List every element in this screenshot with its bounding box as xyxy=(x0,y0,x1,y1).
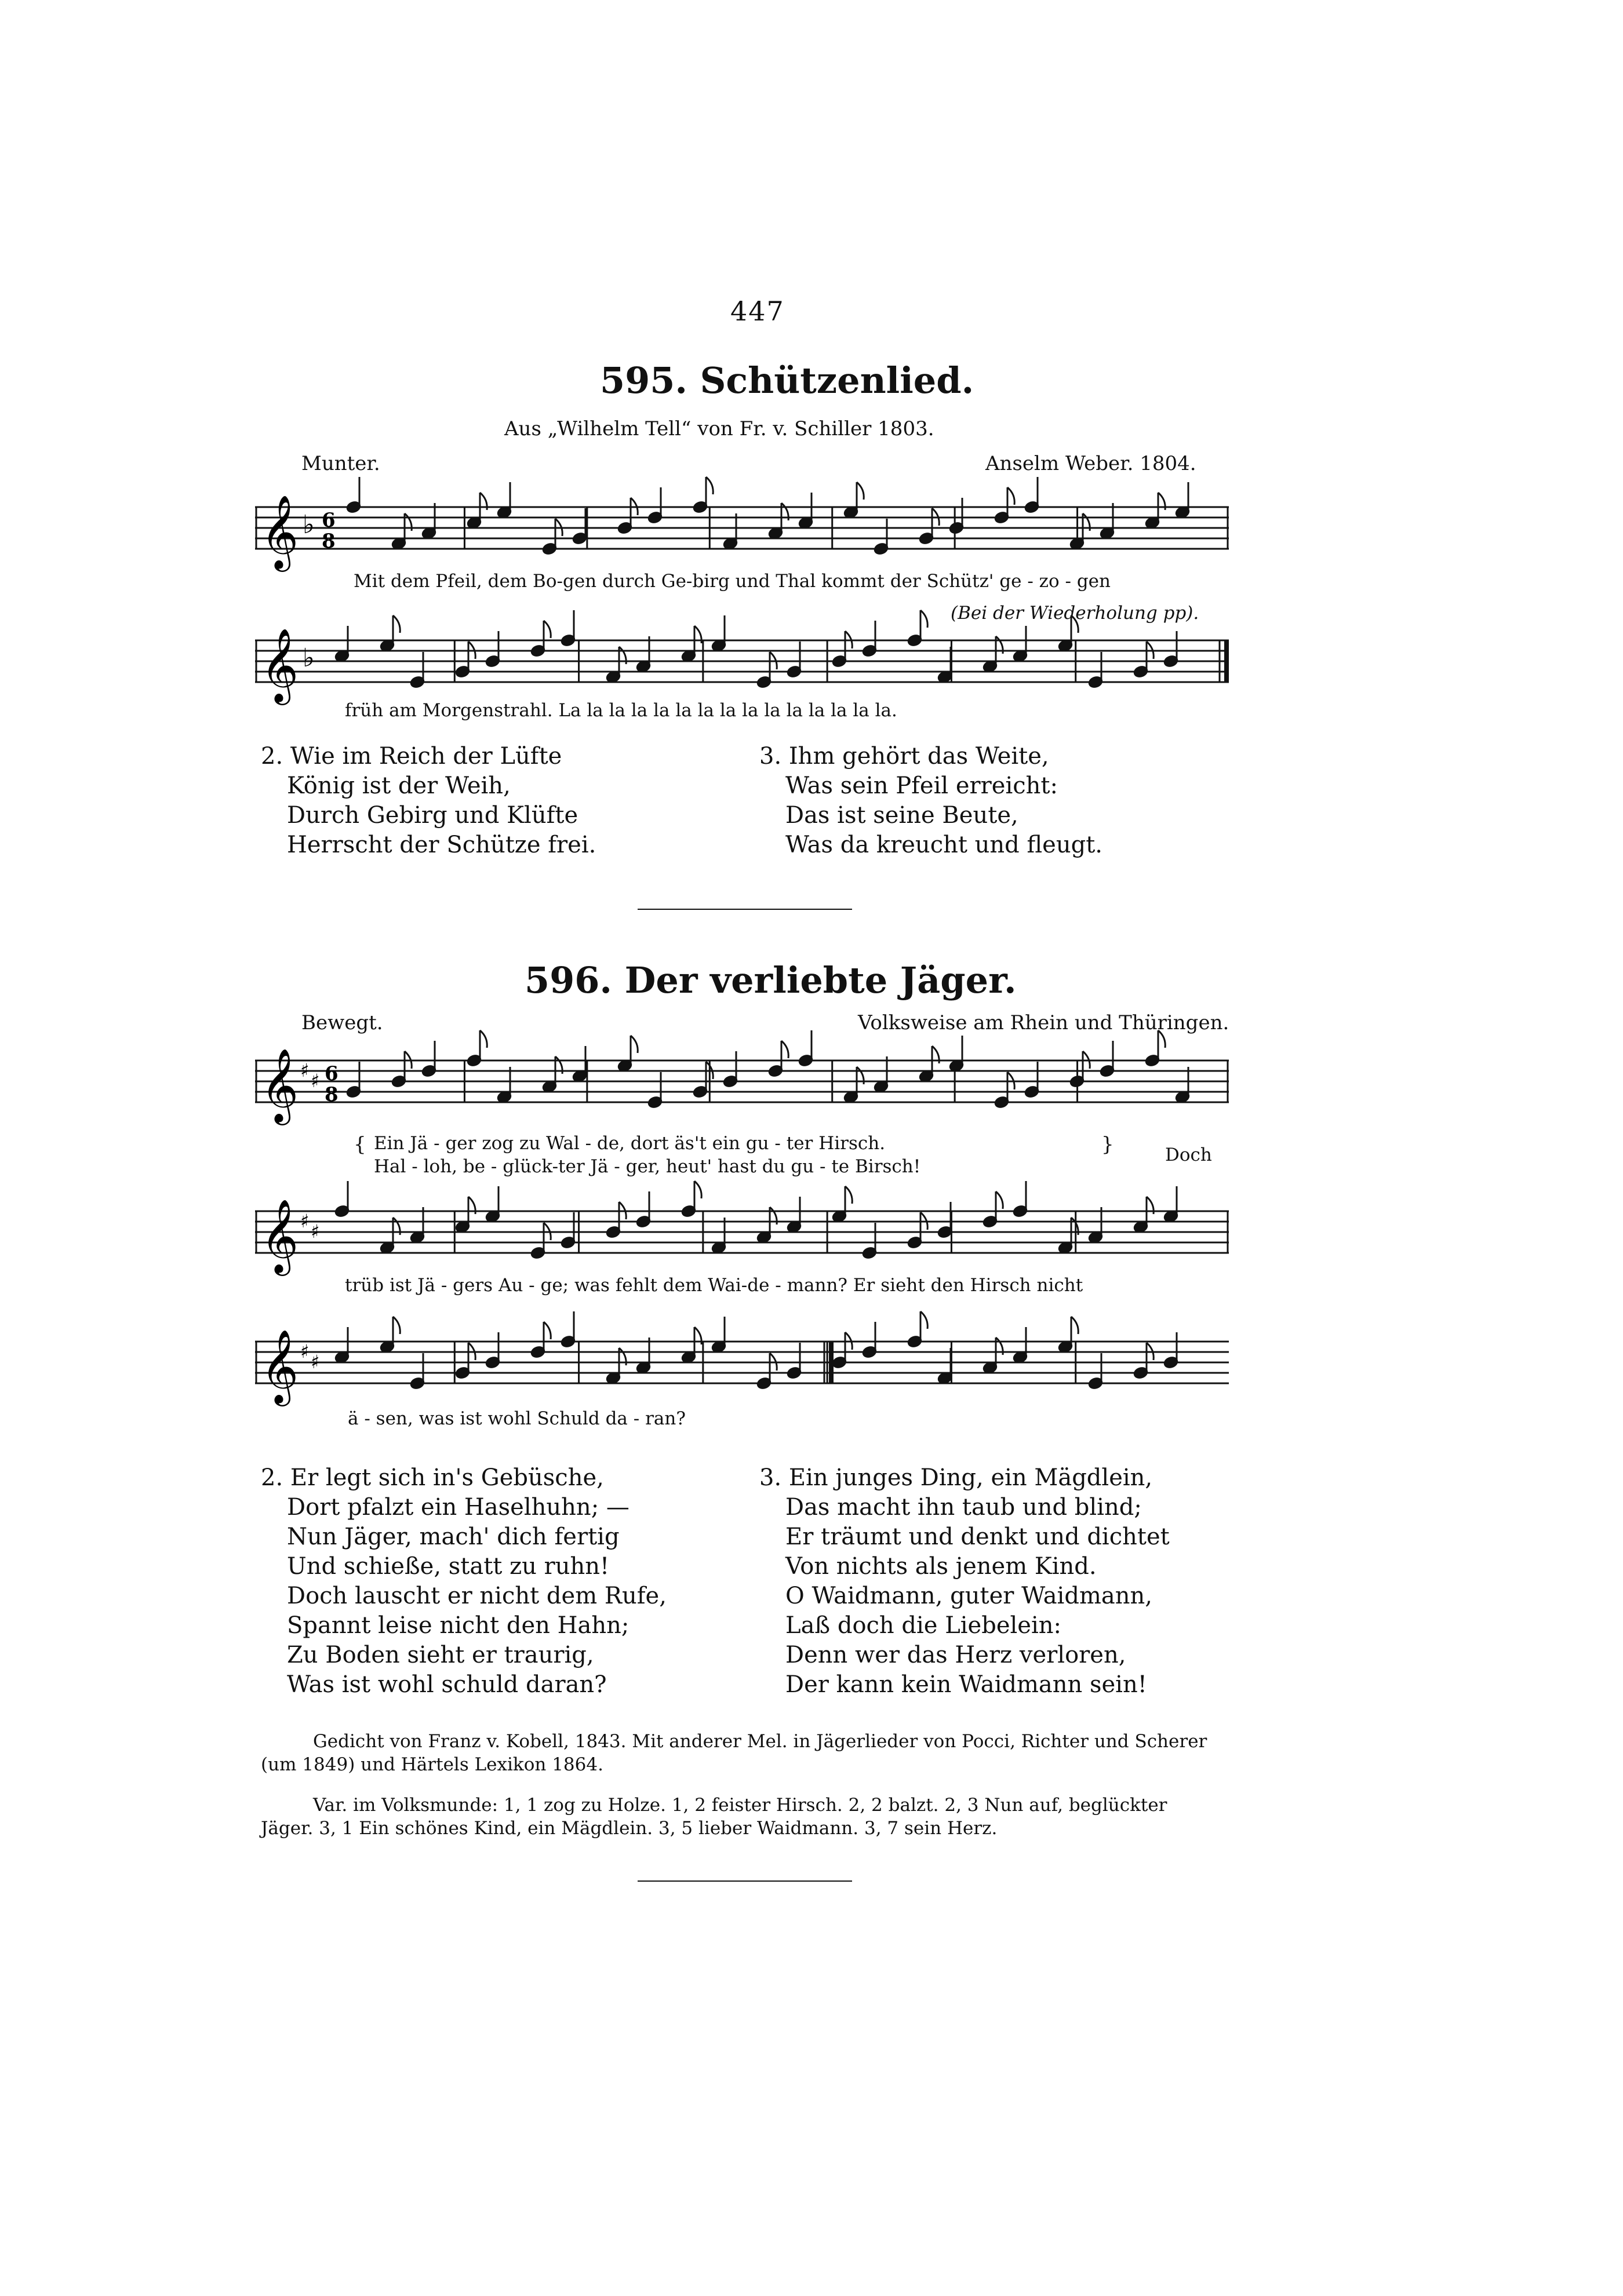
verse-line: Nun Jäger, mach' dich fertig xyxy=(287,1524,620,1550)
sharp-icon: ♯ xyxy=(311,1351,320,1373)
note-flag xyxy=(480,1030,487,1048)
composer: Anselm Weber. 1804. xyxy=(985,452,1196,475)
note-flag xyxy=(1007,487,1014,505)
note-flag xyxy=(393,615,400,633)
verse-line: 3. Ein junges Ding, ein Mägdlein, xyxy=(759,1464,1153,1491)
divider xyxy=(638,909,852,910)
song-title: Schützenlied. xyxy=(700,359,974,402)
verse-3 xyxy=(759,742,1102,860)
time-signature-bottom: 8 xyxy=(322,530,336,553)
verse-line: Was da kreucht und fleugt. xyxy=(785,832,1102,858)
verse-line: 2. Wie im Reich der Lüfte xyxy=(261,743,562,770)
verse-line: Denn wer das Herz verloren, xyxy=(785,1642,1126,1668)
flat-icon: ♭ xyxy=(303,510,315,540)
lyrics-line: Ein Jä - ger zog zu Wal - de, dort äs't ein gu - ter Hirsch. xyxy=(374,1133,886,1154)
verse-line: Er träumt und denkt und dichtet xyxy=(785,1524,1170,1550)
note-flag xyxy=(1071,1317,1078,1334)
note-flag xyxy=(393,1317,400,1334)
treble-clef-icon: 𝄞 xyxy=(261,628,299,702)
verse-line: Herrscht der Schütze frei. xyxy=(287,832,596,858)
verse-line: 3. Ihm gehört das Weite, xyxy=(759,743,1049,770)
treble-clef-icon: 𝄞 xyxy=(261,494,299,568)
note-flag xyxy=(857,482,864,500)
verse-2 xyxy=(261,742,596,860)
song-title: Der verliebte Jäger. xyxy=(624,959,1017,1001)
tempo-marking: Bewegt. xyxy=(301,1011,383,1034)
note-flag xyxy=(845,1186,852,1204)
song-number: 595. xyxy=(600,359,688,402)
treble-clef-icon: 𝄞 xyxy=(261,1329,299,1403)
song-596-heading xyxy=(525,959,1017,1001)
music-staff xyxy=(255,490,1229,577)
repeat-note: (Bei der Wiederholung pp). xyxy=(951,603,1199,624)
verse-line: 2. Er legt sich in's Gebüsche, xyxy=(261,1464,604,1491)
note-flag xyxy=(544,1322,551,1339)
note-flag xyxy=(631,1036,638,1053)
tempo-marking: Munter. xyxy=(301,452,380,475)
sharp-icon: ♯ xyxy=(300,1210,310,1232)
treble-clef-icon: 𝄞 xyxy=(261,1198,299,1273)
song-source: Volksweise am Rhein und Thüringen. xyxy=(858,1011,1229,1034)
sharp-icon: ♯ xyxy=(300,1340,310,1362)
note-flag xyxy=(920,610,927,628)
lyrics-line: Mit dem Pfeil, dem Bo-gen durch Ge-birg und Thal kommt der Schütz' ge - zo - gen xyxy=(354,571,1111,592)
flat-icon: ♭ xyxy=(303,643,315,673)
music-staff xyxy=(255,623,1229,710)
verse-line: Von nichts als jenem Kind. xyxy=(785,1553,1097,1580)
music-staff xyxy=(255,1194,1229,1281)
note-flag xyxy=(996,1191,1003,1209)
verse-line: Das macht ihn taub und blind; xyxy=(785,1494,1142,1521)
verse-line: Der kann kein Waidmann sein! xyxy=(785,1671,1147,1698)
verse-line: Und schieße, statt zu ruhn! xyxy=(287,1553,610,1580)
verse-line: Das ist seine Beute, xyxy=(785,802,1018,829)
lyrics-brace: { xyxy=(354,1133,366,1156)
verse-line: Doch lauscht er nicht dem Rufe, xyxy=(287,1583,667,1609)
verse-line: O Waidmann, guter Waidmann, xyxy=(785,1583,1152,1609)
verse-3 xyxy=(759,1463,1170,1700)
lyrics-line: ä - sen, was ist wohl Schuld da - ran? xyxy=(348,1408,686,1429)
page-number: 447 xyxy=(730,296,785,327)
verse-line: König ist der Weih, xyxy=(287,772,511,799)
verse-line: Laß doch die Liebelein: xyxy=(785,1612,1061,1639)
song-595-heading xyxy=(600,359,974,402)
music-staff xyxy=(255,1043,1229,1130)
verse-line: Dort pfalzt ein Haselhuhn; — xyxy=(287,1494,629,1521)
lyrics-line: Hal - loh, be - glück-ter Jä - ger, heut' hast du gu - te Birsch! xyxy=(374,1156,921,1177)
song-number: 596. xyxy=(525,959,613,1001)
treble-clef-icon: 𝄞 xyxy=(261,1048,299,1122)
lyrics-line: Doch xyxy=(1165,1145,1212,1165)
footnote: Var. im Volksmunde: 1, 1 zog zu Holze. 1, 2 feister Hirsch. 2, 2 balzt. 2, 3 Nun auf, beglückter Jäger. 3, 1 Ein schönes Kind, ein Mägdlein. 3, 5 lieber Waidmann. 3, 7 sein Herz. xyxy=(261,1795,1167,1839)
note-flag xyxy=(544,621,551,638)
verse-line: Durch Gebirg und Klüfte xyxy=(287,802,578,829)
lyrics-line: früh am Morgenstrahl. La la la la la la la la la la la la la la la. xyxy=(345,700,897,721)
song-source: Aus „Wilhelm Tell“ von Fr. v. Schiller 1803. xyxy=(504,417,934,440)
time-signature-top: 6 xyxy=(325,1062,339,1085)
music-staff xyxy=(255,1324,1229,1411)
sharp-icon: ♯ xyxy=(311,1070,320,1092)
verse-line: Was ist wohl schuld daran? xyxy=(287,1671,607,1698)
sharp-icon: ♯ xyxy=(300,1059,310,1081)
verse-line: Zu Boden sieht er traurig, xyxy=(287,1642,594,1668)
verse-2 xyxy=(261,1463,667,1700)
footnote: Gedicht von Franz v. Kobell, 1843. Mit anderer Mel. in Jägerlieder von Pocci, Richter und Scherer (um 1849) und Härtels Lexikon 1864. xyxy=(261,1731,1207,1775)
note-flag xyxy=(920,1311,927,1329)
note-flag xyxy=(706,477,713,494)
time-signature-bottom: 8 xyxy=(325,1083,339,1106)
time-signature-top: 6 xyxy=(322,509,336,532)
note-flag xyxy=(694,1181,701,1198)
sharp-icon: ♯ xyxy=(311,1220,320,1242)
lyrics-line: trüb ist Jä - gers Au - ge; was fehlt dem Wai-de - mann? Er sieht den Hirsch nicht xyxy=(345,1275,1083,1296)
verse-line: Was sein Pfeil erreicht: xyxy=(785,772,1058,799)
lyrics-brace: } xyxy=(1101,1133,1114,1156)
note-flag xyxy=(781,1041,788,1058)
verse-line: Spannt leise nicht den Hahn; xyxy=(287,1612,629,1639)
divider xyxy=(638,1880,852,1882)
